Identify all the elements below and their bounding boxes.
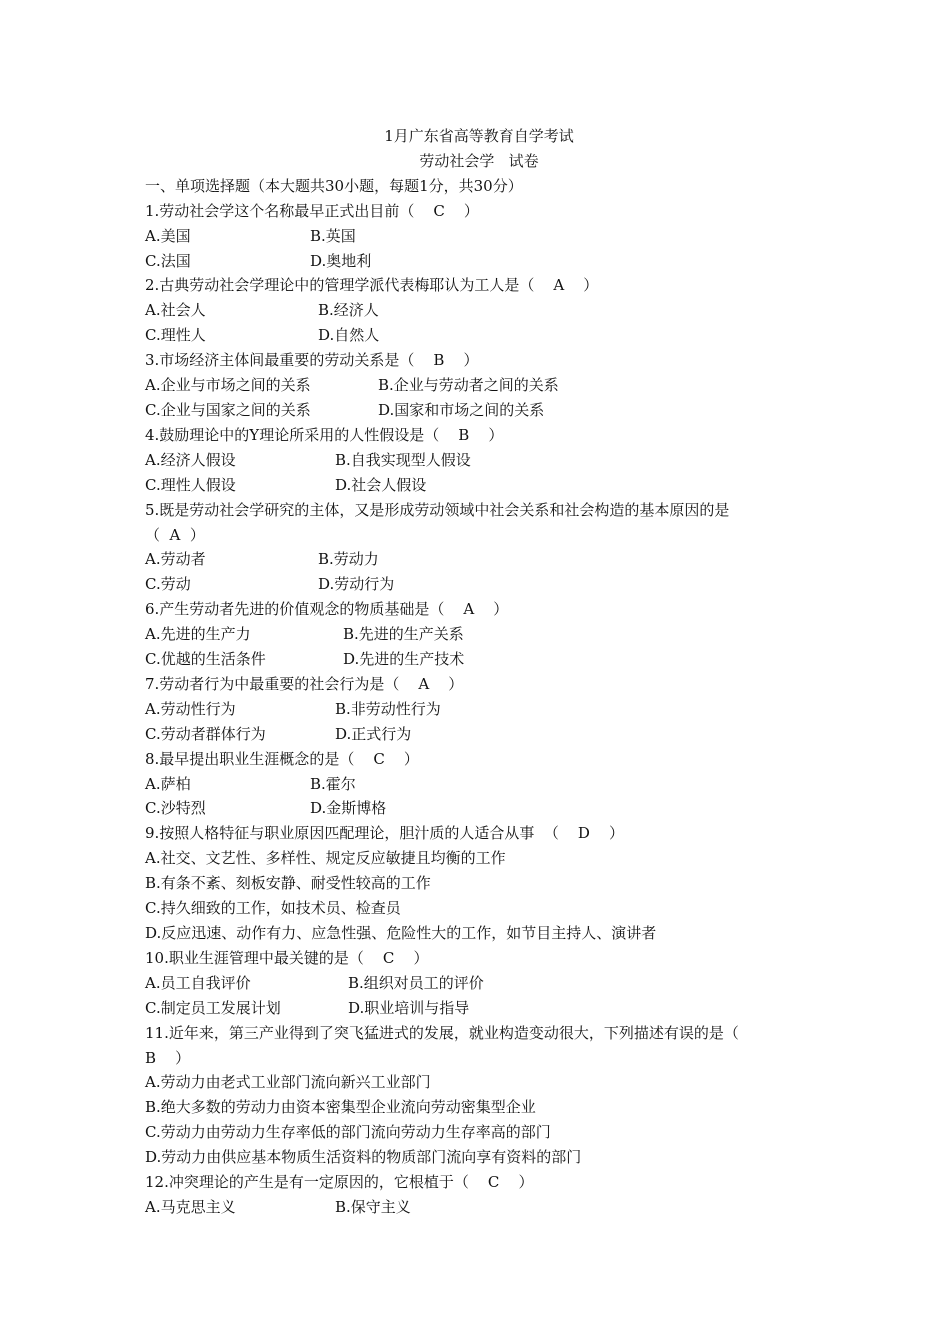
option-row xyxy=(145,971,813,996)
option-line: C.持久细致的工作，如技术员、检查员 xyxy=(145,899,401,918)
option-left: C.劳动 xyxy=(145,575,191,594)
option-row xyxy=(145,796,813,821)
option-right: B.先进的生产关系 xyxy=(343,625,464,644)
option-row xyxy=(145,323,813,348)
section-heading: 一、单项选择题（本大题共30小题，每题1分，共30分） xyxy=(145,176,523,195)
option-row xyxy=(145,622,813,647)
option-right: B.自我实现型人假设 xyxy=(335,450,471,469)
option-right: B.企业与劳动者之间的关系 xyxy=(378,376,559,395)
option-right: D.职业培训与指导 xyxy=(348,998,470,1017)
option-left: A.劳动者 xyxy=(145,550,206,569)
option-left: C.优越的生活条件 xyxy=(145,650,266,669)
option-right: D.先进的生产技术 xyxy=(343,650,465,669)
option-row xyxy=(145,697,813,722)
option-row xyxy=(145,1195,813,1220)
question-item xyxy=(145,348,813,423)
option-line: D.反应迅速、动作有力、应急性强、危险性大的工作，如节目主持人、演讲者 xyxy=(145,924,657,942)
option-row xyxy=(145,224,813,249)
question-item xyxy=(145,672,813,747)
option-row xyxy=(145,473,813,498)
question-stem: 4.鼓励理论中的Y理论所采用的人性假设是（ B ） xyxy=(145,425,504,444)
option-right: D.奥地利 xyxy=(310,251,372,270)
option-row xyxy=(145,572,813,597)
option-left: A.美国 xyxy=(145,226,191,245)
option-right: B.劳动力 xyxy=(318,550,379,569)
question-item xyxy=(145,821,813,946)
question-stem: 2.古典劳动社会学理论中的管理学派代表梅耶认为工人是（ A ） xyxy=(145,276,599,295)
option-right: B.保守主义 xyxy=(335,1197,411,1216)
exam-subtitle: 劳动社会学 试卷 xyxy=(419,151,539,170)
option-row xyxy=(145,996,813,1021)
option-line: D.劳动力由供应基本物质生活资料的物质部门流向享有资料的部门 xyxy=(145,1148,582,1167)
option-row xyxy=(145,398,813,423)
question-item xyxy=(145,273,813,348)
option-row xyxy=(145,647,813,672)
option-left: A.企业与市场之间的关系 xyxy=(145,376,311,395)
option-left: C.劳动者群体行为 xyxy=(145,724,266,743)
option-left: C.理性人 xyxy=(145,326,206,345)
option-right: D.劳动行为 xyxy=(318,575,395,594)
question-stem: 7.劳动者行为中最重要的社会行为是（ A ） xyxy=(145,674,464,693)
question-stem: 9.按照人格特征与职业原因匹配理论，胆汁质的人适合从事 （ D ） xyxy=(145,824,625,843)
option-right: D.金斯博格 xyxy=(310,799,387,818)
question-stem: 3.市场经济主体间最重要的劳动关系是（ B ） xyxy=(145,351,479,370)
option-left: A.萨柏 xyxy=(145,774,191,793)
question-item xyxy=(145,1170,813,1220)
option-left: A.社会人 xyxy=(145,301,206,320)
option-left: C.法国 xyxy=(145,251,191,270)
option-row xyxy=(145,547,813,572)
option-left: A.劳动性行为 xyxy=(145,699,236,718)
exam-content xyxy=(145,124,813,1220)
option-row xyxy=(145,448,813,473)
option-right: B.组织对员工的评价 xyxy=(348,973,484,992)
question-item xyxy=(145,199,813,274)
option-right: D.国家和市场之间的关系 xyxy=(378,400,545,419)
question-stem: 10.职业生涯管理中最关键的是（ C ） xyxy=(145,948,429,967)
question-stem: 11.近年来，第三产业得到了突飞猛进式的发展，就业构造变动很大，下列描述有误的是（ xyxy=(145,1023,739,1042)
exam-title: 1月广东省高等教育自学考试 xyxy=(384,127,574,145)
question-stem: 12.冲突理论的产生是有一定原因的，它根植于（ C ） xyxy=(145,1173,534,1192)
option-right: D.社会人假设 xyxy=(335,475,427,494)
option-line: A.劳动力由老式工业部门流向新兴工业部门 xyxy=(145,1073,431,1092)
option-row xyxy=(145,249,813,274)
option-row xyxy=(145,772,813,797)
question-item xyxy=(145,946,813,1021)
question-list xyxy=(145,199,813,1220)
option-row xyxy=(145,373,813,398)
question-item xyxy=(145,423,813,498)
option-right: B.非劳动性行为 xyxy=(335,699,441,718)
option-right: D.自然人 xyxy=(318,326,380,345)
option-line: C.劳动力由劳动力生存率低的部门流向劳动力生存率高的部门 xyxy=(145,1123,551,1142)
option-left: C.理性人假设 xyxy=(145,475,236,494)
option-right: B.霍尔 xyxy=(310,774,356,793)
option-left: C.企业与国家之间的关系 xyxy=(145,400,311,419)
question-item xyxy=(145,498,813,598)
question-stem: 1.劳动社会学这个名称最早正式出目前（ C ） xyxy=(145,201,479,220)
option-line: B.有条不紊、刻板安静、耐受性较高的工作 xyxy=(145,874,431,893)
question-item xyxy=(145,747,813,822)
question-item xyxy=(145,597,813,672)
question-stem: 6.产生劳动者先进的价值观念的物质基础是（ A ） xyxy=(145,600,509,619)
option-left: C.沙特烈 xyxy=(145,799,206,818)
option-row xyxy=(145,298,813,323)
question-stem: 8.最早提出职业生涯概念的是（ C ） xyxy=(145,749,419,768)
option-right: D.正式行为 xyxy=(335,724,412,743)
question-stem: 5.既是劳动社会学研究的主体，又是形成劳动领域中社会关系和社会构造的基本原因的是 xyxy=(145,500,730,519)
question-stem-continuation: （ A ） xyxy=(145,525,205,544)
option-left: A.员工自我评价 xyxy=(145,973,251,992)
option-line: B.绝大多数的劳动力由资本密集型企业流向劳动密集型企业 xyxy=(145,1098,536,1117)
option-row xyxy=(145,722,813,747)
question-item xyxy=(145,1021,813,1170)
question-stem-continuation: B ） xyxy=(145,1048,191,1067)
option-left: A.先进的生产力 xyxy=(145,625,251,644)
option-left: C.制定员工发展计划 xyxy=(145,998,281,1017)
option-line: A.社交、文艺性、多样性、规定反应敏捷且均衡的工作 xyxy=(145,849,506,868)
option-right: B.经济人 xyxy=(318,301,379,320)
option-right: B.英国 xyxy=(310,226,356,245)
option-left: A.经济人假设 xyxy=(145,450,236,469)
option-left: A.马克思主义 xyxy=(145,1197,236,1216)
